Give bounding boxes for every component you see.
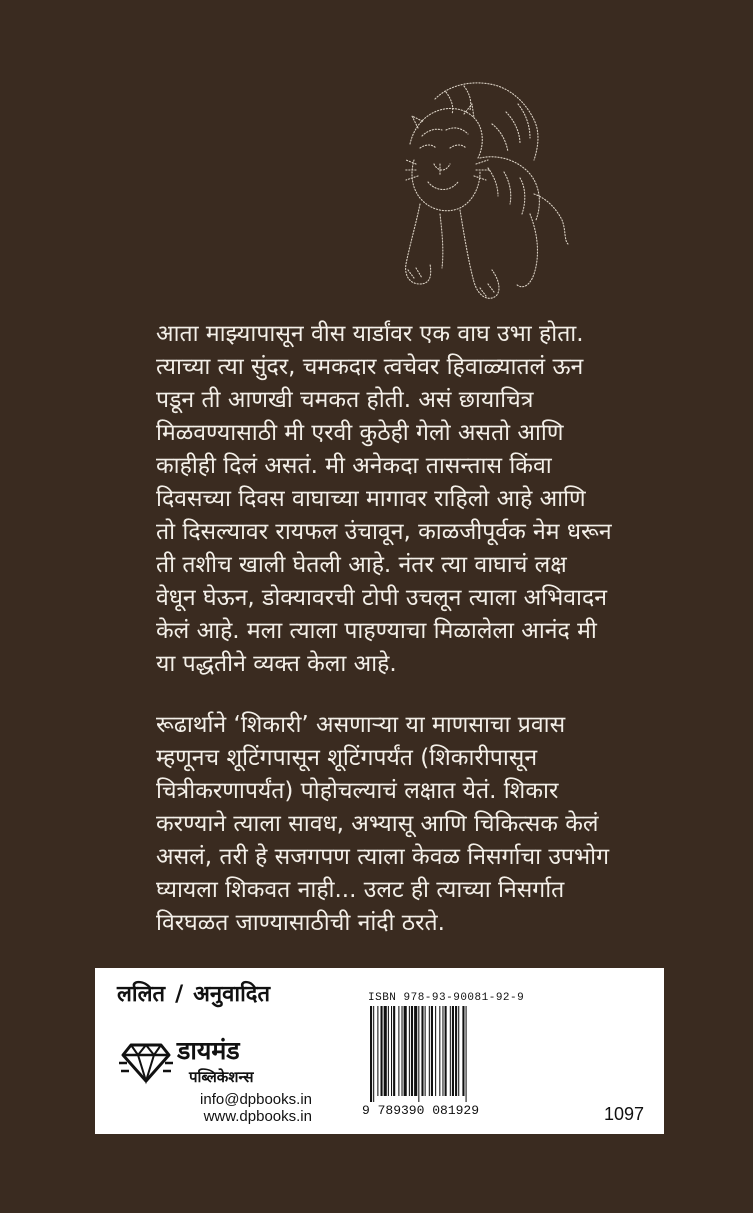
blurb-line: रूढार्थाने ‘शिकारी’ असणाऱ्या या माणसाचा प्रवास <box>156 712 566 738</box>
genre-secondary: अनुवादित <box>193 982 270 1007</box>
blurb-line: या पद्धतीने व्यक्त केला आहे. <box>156 651 397 677</box>
blurb-line: पडून ती आणखी चमकत होती. असं छायाचित्र <box>156 387 534 413</box>
blurb-line: मिळवण्यासाठी मी एरवी कुठेही गेलो असतो आणि <box>156 420 564 446</box>
blurb-line: करण्याने त्याला सावध, अभ्यासू आणि चिकित्सक केलं <box>156 811 599 837</box>
publisher-email[interactable]: info@dpbooks.in <box>200 1091 312 1108</box>
blurb-line: त्याच्या त्या सुंदर, चमकदार त्वचेवर हिवाळ्यातलं ऊन <box>156 354 584 380</box>
blurb-line: काहीही दिलं असतं. मी अनेकदा तासन्तास किंवा <box>156 453 552 479</box>
genre-separator: / <box>175 982 184 1007</box>
diamond-logo-icon <box>119 1041 173 1085</box>
publisher-barcode-panel <box>95 968 664 1134</box>
blurb-paragraph-1 <box>156 318 634 681</box>
blurb-line: घ्यायला शिकवत नाही... उलट ही त्याच्या निसर्गात <box>156 877 565 903</box>
blurb-line: ती तशीच खाली घेतली आहे. नंतर त्या वाघाचं लक्ष <box>156 552 567 578</box>
publisher-subname: पब्लिकेशन्स <box>189 1068 254 1086</box>
blurb-line: विरघळत जाण्यासाठीची नांदी ठरते. <box>156 910 445 936</box>
tiger-line-drawing-icon <box>380 64 570 319</box>
genre-label <box>117 982 270 1008</box>
isbn-label: ISBN 978-93-90081-92-9 <box>368 992 525 1004</box>
blurb-line: म्हणूनच शूटिंगपासून शूटिंगपर्यंत (शिकारीपासून <box>156 745 538 771</box>
blurb-line: वेधून घेऊन, डोक्यावरची टोपी उचलून त्याला अभिवादन <box>156 585 607 611</box>
isbn-barcode <box>360 1006 502 1118</box>
blurb-paragraph-2 <box>156 709 634 940</box>
blurb-line: दिवसच्या दिवस वाघाच्या मागावर राहिलो आहे आणि <box>156 486 586 512</box>
blurb-line: तो दिसल्यावर रायफल उंचावून, काळजीपूर्वक नेम धरून <box>156 519 612 545</box>
publisher-logo <box>119 1037 319 1091</box>
barcode-digits: 9 789390 081929 <box>362 1103 480 1118</box>
blurb-line: आता माझ्यापासून वीस यार्डांवर एक वाघ उभा होता. <box>156 321 584 347</box>
genre-primary: ललित <box>117 982 166 1007</box>
blurb-line: असलं, तरी हे सजगपण त्याला केवळ निसर्गाचा उपभोग <box>156 844 610 870</box>
catalog-code: 1097 <box>603 1104 644 1124</box>
blurb-line: केलं आहे. मला त्याला पाहण्याचा मिळालेला आनंद मी <box>156 618 597 644</box>
blurb-line: चित्रीकरणापर्यंत) पोहोचल्याचं लक्षात येतं. शिकार <box>156 778 559 804</box>
publisher-website[interactable]: www.dpbooks.in <box>203 1108 312 1125</box>
publisher-contact <box>200 1091 312 1125</box>
publisher-name: डायमंड <box>177 1036 240 1065</box>
